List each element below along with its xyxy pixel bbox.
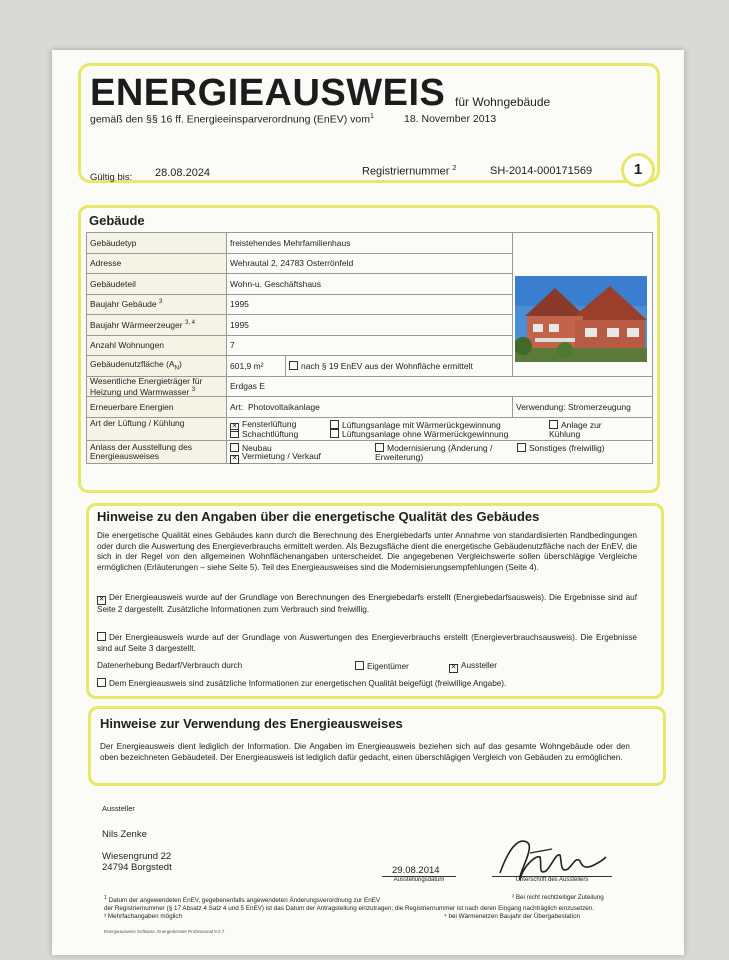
checkbox[interactable] bbox=[517, 443, 526, 452]
usage-text: Der Energieausweis dient lediglich der Information. Die Angaben im Energieausweis beziehen sich auf das gesamte Wohngebäude oder den oben bezeichneten Gebäudeteil. Der Energieausweis ist lediglich dafür gedacht, einen überschlägigen Vergleich von Gebäuden zu ermöglichen. bbox=[100, 742, 630, 762]
checkbox[interactable] bbox=[97, 678, 106, 687]
issue-date: 29.08.2014 bbox=[392, 865, 440, 876]
row-label: Art der Lüftung / Kühlung bbox=[87, 417, 227, 440]
issuer-city: 24794 Borgstedt bbox=[102, 862, 172, 873]
row-label: Wesentliche Energieträger für Heizung und Warmwasser $^3$ bbox=[87, 376, 227, 397]
hints-option-additional: Dem Energieausweis sind zusätzliche Informationen zur energetischen Qualität beigefügt (freiwillige Angabe). bbox=[97, 678, 637, 690]
checkbox[interactable] bbox=[375, 443, 384, 452]
hints-paragraph: Die energetische Qualität eines Gebäudes kann durch die Berechnung des Energiebedarfs unter Annahme von standardisierten Randbedingungen oder durch die Auswertung des Energieverbrauchs ermittelt werden. Als Bezugsfläche dient die energetische Gebäudenutzfläche nach der EnEV, die sich in der Regel von den allgemeinen Wohnflächenangaben unterscheidet. Die angegebenen Vergleichswerte sollen überschlägige Vergleiche ermöglichen (Erläuterungen – siehe Seite 5). Teil des Energieausweises sind die Modernisierungsempfehlungen (Seite 4). bbox=[97, 531, 637, 572]
table-row bbox=[87, 417, 653, 440]
issuer-street: Wiesengrund 22 bbox=[102, 851, 172, 862]
document-subtitle: für Wohngebäude bbox=[455, 95, 551, 109]
checkbox[interactable] bbox=[549, 420, 558, 429]
checkbox-checked[interactable]: ✕ bbox=[231, 422, 238, 430]
row-value: Wohn-u. Geschäftshaus bbox=[227, 274, 513, 295]
row-value: 1995 bbox=[227, 315, 513, 336]
checkbox[interactable] bbox=[230, 443, 239, 452]
table-row bbox=[87, 440, 653, 463]
registration-number: SH-2014-000171569 bbox=[490, 165, 593, 177]
checkbox[interactable] bbox=[330, 420, 339, 429]
page-number-badge: 1 bbox=[621, 153, 655, 187]
row-value: 1995 bbox=[227, 294, 513, 315]
building-section-title: Gebäude bbox=[89, 213, 145, 228]
document-title: ENERGIEAUSWEIS bbox=[90, 72, 446, 114]
row-value: 7 bbox=[227, 335, 513, 356]
checkbox-checked[interactable]: ✕ bbox=[450, 664, 457, 671]
law-date: 18. November 2013 bbox=[404, 113, 497, 125]
checkbox-checked[interactable]: ✕ bbox=[231, 454, 238, 462]
row-label: Gebäudenutzfläche $(A_N)$ bbox=[87, 356, 227, 377]
valid-until-label: Gültig bis: bbox=[90, 172, 133, 183]
hints-option-consumption: Der Energieausweis wurde auf der Grundlage von Auswertungen des Energieverbrauchs erstellt (Energieverbrauchsausweis). Die Ergebnisse sind auf Seite 3 dargestellt. bbox=[97, 633, 637, 653]
table-row bbox=[87, 376, 653, 397]
signature-label: Unterschrift des Ausstellers bbox=[492, 876, 612, 883]
renewable-use: Verwendung: Stromerzeugung bbox=[513, 397, 653, 418]
area-method-option: nach § 19 EnEV aus der Wohnfläche ermittelt bbox=[286, 356, 513, 377]
checkbox[interactable] bbox=[230, 429, 239, 438]
renewable-type: Art: Photovoltaikanlage bbox=[227, 397, 513, 418]
row-value: 601,9 m² bbox=[227, 356, 286, 377]
issuer-label: Aussteller bbox=[102, 804, 135, 813]
issue-reason-options: Neubau ✕ Vermietung / Verkauf Modernisierung (Änderung / Erweiterung) Sonstiges (freiwillig) bbox=[227, 440, 653, 463]
row-label: Gebäudeteil bbox=[87, 274, 227, 295]
row-label: Gebäudetyp bbox=[87, 233, 227, 254]
signature bbox=[490, 835, 610, 888]
software-note: Energieausweis Software, Energieberater Professional 8.0.7 bbox=[104, 929, 225, 934]
usage-title: Hinweise zur Verwendung des Energieausweises bbox=[100, 716, 403, 731]
row-label: Anlass der Ausstellung des Energieausweises bbox=[87, 440, 227, 463]
issue-date-label: Ausstellungsdatum bbox=[382, 876, 456, 883]
row-label: Baujahr Gebäude $^3$ bbox=[87, 294, 227, 315]
row-label: Baujahr Wärmeerzeuger $^{3, 4}$ bbox=[87, 315, 227, 336]
row-value: Wehrautal 2, 24783 Osterrönfeld bbox=[227, 253, 513, 274]
checkbox[interactable] bbox=[330, 429, 339, 438]
ventilation-options: ✕ Fensterlüftung Schachtlüftung Lüftungsanlage mit Wärmerückgewinnung Lüftungsanlage ohne Wärmerückgewinnung Anlage zur Kühlung bbox=[227, 417, 653, 440]
checkbox[interactable] bbox=[289, 361, 298, 370]
checkbox[interactable] bbox=[97, 632, 106, 641]
table-row bbox=[87, 397, 653, 418]
registration-label: Registriernummer $^2$ bbox=[362, 165, 457, 178]
law-reference: gemäß den §§ 16 ff. Energieeinsparverordnung (EnEV) vom$^1$ bbox=[90, 113, 374, 126]
data-survey-row: Datenerhebung Bedarf/Verbrauch durch Eigentümer ✕ Aussteller bbox=[97, 661, 497, 671]
building-photo bbox=[515, 276, 647, 362]
hints-title: Hinweise zu den Angaben über die energetische Qualität des Gebäudes bbox=[97, 509, 540, 524]
valid-until-date: 28.08.2024 bbox=[155, 167, 211, 179]
checkbox[interactable] bbox=[355, 661, 364, 670]
row-value: Erdgas E bbox=[227, 376, 653, 397]
row-label: Erneuerbare Energien bbox=[87, 397, 227, 418]
table-row bbox=[87, 253, 653, 274]
footnotes: $^1$ Datum der angewendeten EnEV, gegebenenfalls angewendeten Änderungsverordnung zur EnEV ² Bei nicht rechtzeitiger Zuteilung der Registriernummer (§ 17 Absatz 4 Satz 4 und 5 EnEV) ist das Datum der Antragstellung einzutragen; die Registriernummer ist nach deren Eingang nachträglich einzusetzen. ³ Mehrfachangaben möglich ⁴ bei Wärmenetzen Baujahr der Übergabestation bbox=[104, 894, 604, 921]
checkbox-checked[interactable]: ✕ bbox=[98, 596, 105, 603]
table-row bbox=[87, 233, 653, 254]
row-label: Anzahl Wohnungen bbox=[87, 335, 227, 356]
row-value: freistehendes Mehrfamilienhaus bbox=[227, 233, 513, 254]
hints-option-demand: ✕ Der Energieausweis wurde auf der Grundlage von Berechnungen des Energiebedarfs erstellt (Energiebedarfsausweis). Die Ergebnisse sind auf Seite 2 dargestellt. Zusätzliche Informationen zum Verbrauch sind freiwillig. bbox=[97, 593, 637, 614]
issuer-name: Nils Zenke bbox=[102, 829, 147, 840]
row-label: Adresse bbox=[87, 253, 227, 274]
